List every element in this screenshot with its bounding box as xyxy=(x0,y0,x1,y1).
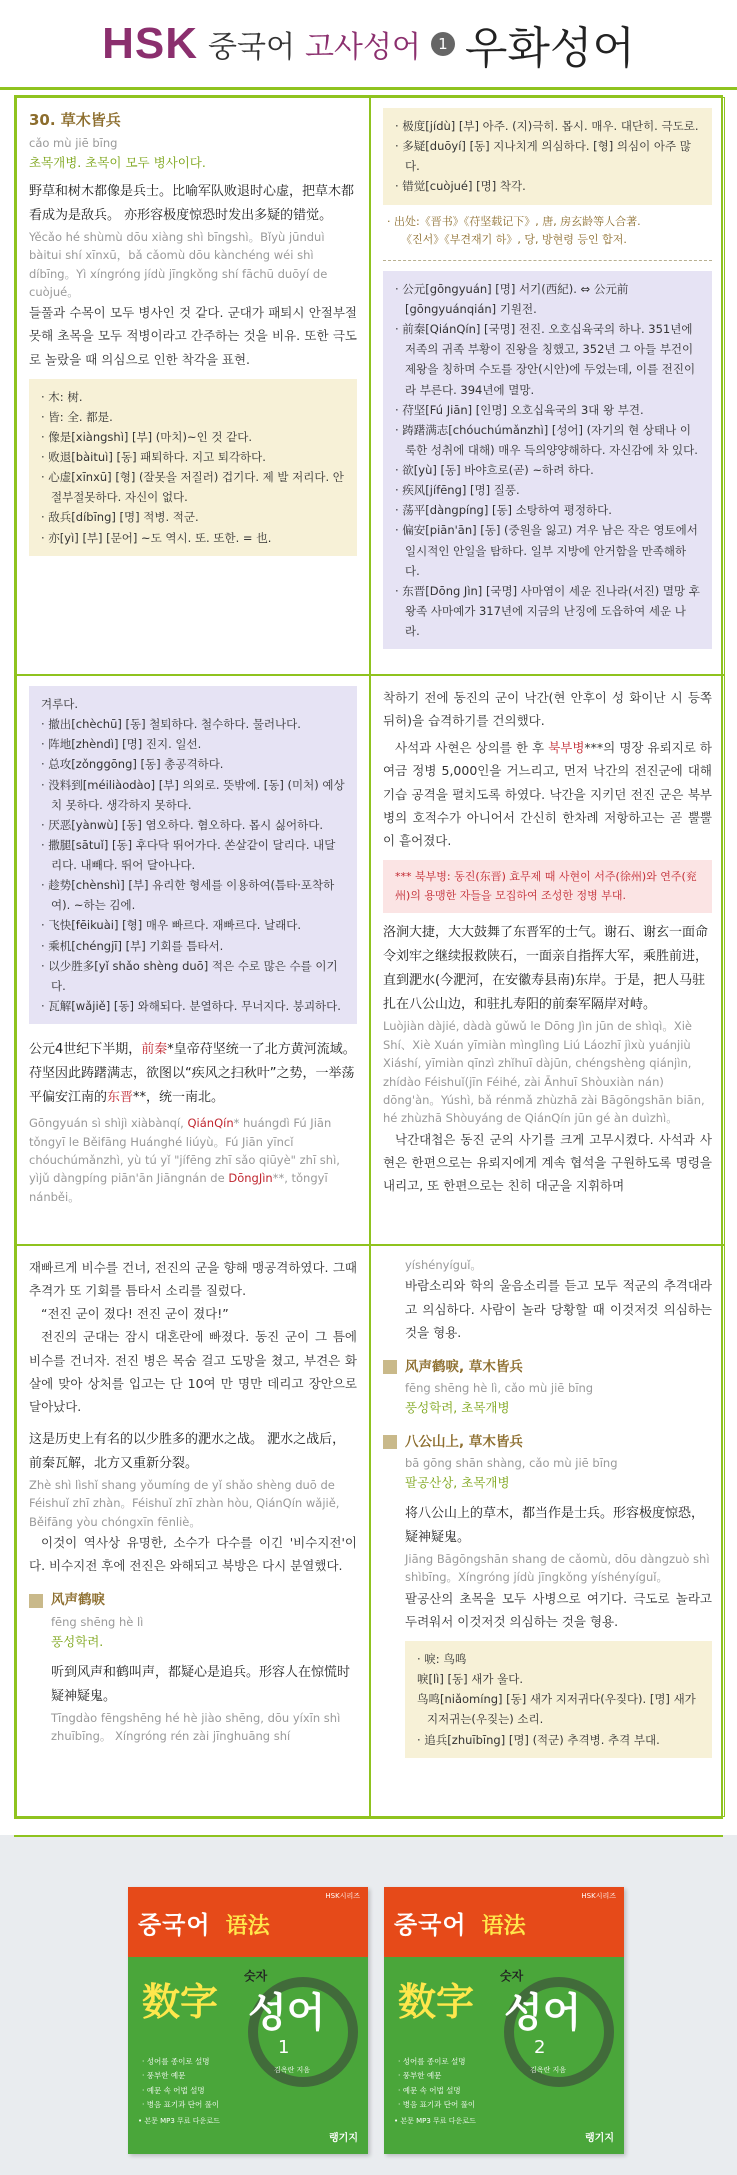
vocab-item: · 以少胜多[yǐ shǎo shèng duō] 적은 수로 많은 수를 이기다. xyxy=(41,958,338,993)
book-feature: · 풍부한 예문 xyxy=(398,2071,442,2081)
vocab-item: · 踌躇满志[chóuchúmǎnzhì] [성어] (자기의 현 상태나 이룩한 성취에 대해) 매우 득의양양해하다. 자신감에 차 있다. xyxy=(395,422,698,457)
vocab-item: · 没料到[méiliàodào] [부] 의외로. 뜻밖에. [동] (미처) 예상치 못하다. 생각하지 못하다. xyxy=(41,777,345,812)
vocab-item: · 追兵[zhuībīng] [명] (적군) 추격병. 추격 부대. xyxy=(417,1732,660,1747)
book-cover-top xyxy=(128,1887,368,1957)
cell-vocab-source xyxy=(370,97,725,675)
header-subtitle: 고사성어 xyxy=(304,29,421,65)
book-publisher-logo: 랭기지 xyxy=(585,2133,614,2144)
cell-vocab-story xyxy=(16,675,370,1245)
related-idiom-pinyin: bā gōng shān shàng, cǎo mù jiē bīng xyxy=(405,1456,618,1471)
related-idiom-title: 风声鹤唳 xyxy=(51,1592,105,1609)
heading-bar-icon xyxy=(383,1360,397,1374)
related-idiom-meaning: 풍성학려, 초목개병 xyxy=(405,1400,510,1416)
related-idiom-chinese: 听到风声和鹤叫声，都疑心是追兵。形容人在惊慌时疑神疑鬼。 xyxy=(51,1664,351,1704)
header-hsk: HSK xyxy=(102,18,198,68)
book-feature: · 성어를 종이로 설명 xyxy=(142,2057,210,2066)
book-series-chinese: 语法 xyxy=(225,1914,270,1939)
vocab-item: · 极度[jídù] [부] 아주. (지)극히. 몹시. 매우. 대단히. 극도로. xyxy=(395,119,699,133)
idiom-korean-text: 들풀과 수목이 모두 병사인 것 같다. 군대가 패퇴시 안절부절못해 초목을 모두 적병이라고 간주하는 것을 비유. 또한 극도로 놀랐을 때 의심으로 인한 착각을 표현. xyxy=(29,305,357,367)
story-pinyin-text: Zhè shì lìshǐ shang yǒumíng de yǐ shǎo shèng duō de Féishuǐ zhī zhàn。Féishuǐ zhī zhàn hòu, QiánQín wǎjiě, Běifāng yòu chóngxīn fēnliè。 xyxy=(29,1477,340,1529)
related-idiom-chinese: 将八公山上的草木，都当作是士兵。形容极度惊恐，疑神疑鬼。 xyxy=(405,1505,705,1546)
heading-bar-icon xyxy=(383,1435,397,1449)
related-idiom-pinyin-text: Tīngdào fēngshēng hé hè jiào shēng, dōu yíxīn shì zhuībīng。 Xíngróng rén zài jīnghuāng shí xyxy=(51,1710,341,1743)
related-idiom-title: 风声鹤唳, 草木皆兵 xyxy=(405,1358,523,1375)
book-volume: 1 xyxy=(278,2037,290,2058)
related-idiom-pinyin-text: yíshényíguǐ。 xyxy=(405,1258,482,1272)
vocab-item: · 皆: 全. 都是. xyxy=(41,409,113,424)
related-idiom-korean: 팔공산의 초목을 모두 사병으로 여기다. 극도로 놀라고 두려워서 이것저것 의심하는 것을 형용. xyxy=(405,1590,712,1629)
idiom-title: 30. 草木皆兵 xyxy=(29,111,121,129)
vocab-item: · 阵地[zhèndì] [명] 진지. 일선. xyxy=(41,737,202,752)
cell-story-continued xyxy=(370,675,725,1245)
book-feature: · 풍부한 예문 xyxy=(142,2071,186,2081)
vocab-item: 唳[lì] [동] 새가 울다. xyxy=(417,1672,524,1687)
vocab-item: · 心虚[xīnxū] [형] (잘못을 저질러) 겁기다. 제 발 저리다. 안절부절못하다. 자신이 없다. xyxy=(41,470,344,505)
book-publisher-series: HSK시리즈 xyxy=(581,1892,616,1900)
story-korean-text xyxy=(383,736,712,852)
vocab-item: · 飞快[fēikuài] [형] 매우 빠르다. 재빠르다. 날래다. xyxy=(41,918,302,933)
story-korean-text: 재빠르게 비수를 건너, 전진의 군을 향해 맹공격하였다. 그때 추격가 또 기회를 틈타서 소리를 질렀다. xyxy=(29,1260,357,1299)
page-header xyxy=(0,0,737,90)
header-number-badge: 1 xyxy=(431,32,455,56)
vocab-item: · 撤出[chèchū] [동] 철퇴하다. 철수하다. 물러나다. xyxy=(41,717,301,732)
text-segment: 公元4世纪下半期， xyxy=(29,1042,142,1057)
cell-story-end xyxy=(16,1245,370,1817)
vocab-item: · 木: 树. xyxy=(41,389,83,404)
book-feature: · 성어를 종이로 설명 xyxy=(398,2057,466,2066)
related-idiom-meaning: 풍성학려. xyxy=(51,1634,104,1649)
heading-bar-icon xyxy=(29,1594,43,1608)
book-cover-1[interactable] xyxy=(128,1887,368,2154)
vocab-item: · 败退[bàituì] [동] 패퇴하다. 지고 퇴각하다. xyxy=(41,450,266,465)
vocab-item: · 疾风[jífēng] [명] 질풍. xyxy=(395,483,520,498)
vocab-item: · 苻坚[Fú Jiān] [인명] 오호십육국의 3대 왕 부견. xyxy=(395,402,644,417)
vocab-item: · 厌恶[yànwù] [동] 염오하다. 혐오하다. 몹시 싫어하다. xyxy=(41,817,323,832)
related-idiom-korean: 바람소리와 학의 울음소리를 듣고 모두 적군의 추격대라고 의심하다. 사람이 놀라 당황할 때 이것저것 의심하는 것을 형용. xyxy=(405,1278,712,1340)
vocab-item: 鸟鸣[niǎomíng] [동] 새가 지저귀다(우짖다). [명] 새가 지저귀는(우짖는) 소리. xyxy=(417,1692,696,1727)
story-pinyin-text: Luòjiàn dàjié, dàdà gǔwǔ le Dōng Jìn jūn de shìqì。Xiè Shí、Xiè Xuán yīmiàn mìnglìng Liú Láozhī jìxù yuánjiù Xiáshí, yīmiàn qīnzì zhǐhuī dàjūn, chéngshèng qiánjìn, zhídào Féishuǐ(jīn Féihé, zài Ānhuī Shòuxiàn nán) dōng'àn。Yúshì, bǎ rénmǎ zhùzhā zài Bāgōngshān biān, hé zhùzhā Shòuyáng de QiánQín jūn gé àn duìzhì。 xyxy=(383,1019,705,1126)
vocab-item: · 前秦[QiánQín] [국명] 전진. 오호십육국의 하나. 351년에 저족의 귀족 부황이 진왕을 칭했고, 352년 그 아들 부건이 제왕을 칭하며 수도를 장안(시안)에 두었는데, 이를 전진이라 부른다. 394년에 멸망. xyxy=(395,322,696,397)
term-bukbubyeong: 북부병 xyxy=(548,740,585,756)
vocab-box xyxy=(383,108,712,205)
related-idiom-heading xyxy=(383,1356,712,1379)
divider xyxy=(14,1835,723,1837)
book-feature: · 예문 속 어법 설명 xyxy=(398,2085,461,2095)
related-idiom-title: 八公山上, 草木皆兵 xyxy=(405,1433,523,1450)
vocab-item: · 趁势[chènshì] [부] 유리한 형세를 이용하여(틈타·포착하여). ~하는 김에. xyxy=(41,878,335,913)
book-title-korean: 성어 xyxy=(248,1990,326,2036)
vocab-box xyxy=(405,1641,712,1758)
text-segment: **，统一南北。 xyxy=(133,1090,225,1106)
vocab-item: · 像是[xiàngshì] [부] (마치)~인 것 같다. xyxy=(41,429,253,444)
related-idiom-heading xyxy=(383,1431,712,1454)
related-idiom-pinyin: fēng shēng hè lì, cǎo mù jiē bīng xyxy=(405,1380,594,1395)
book-series-chinese: 语法 xyxy=(481,1914,526,1939)
vocab-item: · 撒腿[sātuǐ] [동] 후다닥 뛰어가다. 쏜살같이 달리다. 내달리다. 내빼다. 뛰어 달아나다. xyxy=(41,837,336,872)
idiom-pinyin: cǎo mù jiē bīng xyxy=(29,135,118,150)
book-feature: · 병음 표기과 단어 풀이 xyxy=(142,2099,220,2109)
content-grid xyxy=(14,95,723,1819)
book-series-korean: 중국어 xyxy=(138,1911,211,1939)
vocab-item: · 敌兵[díbīng] [명] 적병. 적군. xyxy=(41,510,199,525)
vocab-item: · 亦[yì] [부] [문어] ~도 역시. 또. 또한. = 也. xyxy=(41,530,272,545)
term-qianqin: 前秦 xyxy=(141,1042,168,1057)
text-segment: *皇帝苻坚统一了北方黄河流域。苻坚因此踌躇满志，欲图以“疾风之扫秋叶”之势，一举荡平偏安江南的 xyxy=(29,1042,356,1106)
book-series-korean: 중국어 xyxy=(394,1911,467,1939)
idiom-meaning: 초목개병. 초목이 모두 병사이다. xyxy=(29,155,206,171)
vocab-item: · 荡平[dàngpíng] [동] 소탕하여 평정하다. xyxy=(395,503,612,518)
book-title-hanzi: 数字 xyxy=(142,1980,219,2024)
vocab-item: · 唳: 鸟鸣 xyxy=(417,1652,467,1667)
term-dongjin: 东晋 xyxy=(107,1090,134,1106)
header-korean: 중국어 xyxy=(208,29,295,65)
vocab-item: · 公元[gōngyuán] [명] 서기(西紀). ⇔ 公元前[gōngyuánqián] 기원전. xyxy=(395,281,629,316)
book-publisher-logo: 랭기지 xyxy=(329,2133,358,2144)
book-title-small: 숫자 xyxy=(244,1969,268,1983)
text-segment: **, tǒngyī nánběi。 xyxy=(29,1171,328,1204)
story-korean-text: 낙간대첩은 동진 군의 사기를 크게 고무시켰다. 사석과 사현은 한편으로는 유뢰지에게 계속 협석을 구원하도록 명령을 내리고, 또 한편으로는 친히 대군을 지휘하며 xyxy=(383,1131,712,1194)
related-idiom-meaning: 팔공산상, 초목개병 xyxy=(405,1475,510,1491)
story-korean-text: 이것이 역사상 유명한, 소수가 다수를 이긴 '비수지전'이다. 비수지전 후에 전진은 와해되고 북방은 다시 분열했다. xyxy=(29,1535,357,1574)
related-idiom-heading xyxy=(29,1589,357,1612)
source-line: · 出处:《晋书》《苻坚载记下》, 唐, 房玄龄等人合著. xyxy=(387,214,641,228)
source-line-korean: 《진서》《부견재기 하》, 당, 방현령 등인 합저. xyxy=(401,233,627,247)
text-segment: ***의 명장 유뢰지로 하여금 정병 5,000인을 거느리고, 먼저 낙간의 전진군에 대해 기습 공격을 펼치도록 하였다. 낙간을 지키던 전진 군은 북부병의 호적수가 아니어서 간신히 한차례 저항하고는 곧 뿔뿔이 흩어졌다. xyxy=(383,740,712,848)
term-dongjin-pinyin: DōngJìn xyxy=(228,1171,273,1186)
related-idiom-pinyin: fēng shēng hè lì xyxy=(51,1614,144,1629)
book-title-hanzi: 数字 xyxy=(398,1980,475,2024)
vocab-item: · 偏安[piān'ān] [동] (중원을 잃고) 겨우 남은 작은 영토에서 일시적인 안일을 탐하다. 일부 지방에 안거함을 만족해하다. xyxy=(395,523,698,578)
story-korean-text: 전진의 군대는 잠시 대혼란에 빠졌다. 동진 군이 그 틈에 비수를 건너자. 전진 병은 목숨 걸고 도망을 쳤고, 부견은 화살에 맞아 상처를 입고는 단 10여 만 명만 데리고 장안으로 달아났다. xyxy=(29,1329,357,1414)
book-feature: · 예문 속 어법 설명 xyxy=(142,2085,205,2095)
story-chinese-text: 这是历史上有名的以少胜多的淝水之战。 淝水之战后，前秦瓦解，北方又重新分裂。 xyxy=(29,1431,346,1471)
vocab-item: · 错觉[cuòjué] [명] 착각. xyxy=(395,179,526,194)
vocab-item: · 多疑[duōyí] [동] 지나치게 의심하다. [형] 의심이 아주 많다. xyxy=(395,139,691,174)
story-korean-text: 착하기 전에 동진의 군이 낙간(현 안후이 성 화이난 시 등쪽 뒤허)을 습격하기를 건의했다. xyxy=(383,690,712,729)
idiom-pinyin-text: Yěcǎo hé shùmù dōu xiàng shì bīngshì。Bǐyù jūnduì bàitui shí xīnxū，bǎ cǎomù dōu kànchéng wéi shì díbīng。Yì xíngróng jídù jīngkǒng shí fāchū duōyí de cuòjué。 xyxy=(29,229,328,299)
story-pinyin-text xyxy=(29,1114,357,1206)
related-idiom-pinyin-text: Jiāng Bāgōngshān shang de cǎomù, dōu dàngzuò shì shìbīng。Xíngróng jídù jīngkǒng yíshényíguǐ。 xyxy=(405,1552,710,1585)
vocab-box-lavender xyxy=(383,271,712,649)
vocab-item: · 瓦解[wǎjiě] [동] 와해되다. 분열하다. 무너지다. 붕괴하다. xyxy=(41,998,341,1013)
vocab-box-lavender xyxy=(29,686,357,1024)
book-promo-section xyxy=(0,1835,737,2175)
book-publisher-series: HSK시리즈 xyxy=(325,1892,360,1900)
vocab-item: · 乘机[chéngjī] [부] 기회를 틈타서. xyxy=(41,938,224,953)
text-segment: Gōngyuán sì shìjì xiàbànqí, xyxy=(29,1116,188,1131)
cell-idiom-main xyxy=(16,97,370,675)
footnote-box: *** 북부병: 동진(东晋) 효무제 때 사현이 서주(徐州)와 연주(兖州)의 용맹한 자들을 모집하여 조성한 정병 부대. xyxy=(383,860,712,913)
book-title-korean: 성어 xyxy=(504,1990,582,2036)
vocab-item: · 欲[yù] [동] 바야흐로(곧) ~하려 하다. xyxy=(395,463,594,477)
book-title-small: 숫자 xyxy=(500,1969,524,1983)
story-quote: “전진 군이 졌다! 전진 군이 졌다!” xyxy=(41,1306,229,1322)
book-author: 김옥란 지음 xyxy=(530,2066,567,2074)
story-chinese-text xyxy=(29,1038,357,1110)
vocab-item: 겨루다. xyxy=(41,697,78,711)
term-qianqin-pinyin: QiánQín xyxy=(187,1116,234,1131)
book-mp3-note: • 본문 MP3 무료 다운로드 xyxy=(394,2117,476,2125)
text-segment: * huángdì Fú Jiān tǒngyī le Běifāng Huánghé liúyù。Fú Jiān yīncǐ chóuchúmǎnzhì, yù tú yǐ "jífēng zhī sǎo qiūyè" zhī shì, yìjǔ dàngpíng piān'ān Jiāngnán de xyxy=(29,1116,340,1186)
cell-related-idioms xyxy=(370,1245,725,1817)
vocab-item: · 总攻[zǒnggōng] [동] 총공격하다. xyxy=(41,757,224,772)
book-author: 김옥란 지음 xyxy=(274,2066,311,2074)
story-chinese-text: 洛涧大捷，大大鼓舞了东晋军的士气。谢石、谢玄一面命令刘牢之继续报救陕石，一面亲自指挥大军，乘胜前进，直到淝水(今淝河，在安徽寿县南)东岸。于是，把人马驻扎在八公山边，和驻扎寿阳的前秦军隔岸对峙。 xyxy=(383,925,709,1013)
header-title: 우화성어 xyxy=(464,22,635,74)
book-features xyxy=(398,2055,475,2112)
book-features xyxy=(142,2055,219,2112)
divider xyxy=(383,260,712,261)
idiom-chinese-text: 野草和树木都像是兵士。比喻军队败退时心虚，把草木都看成为是敌兵。 亦形容极度惊恐时发出多疑的错觉。 xyxy=(29,183,355,223)
book-cover-top xyxy=(384,1887,624,1957)
text-segment: 사석과 사현은 상의를 한 후 xyxy=(395,740,549,756)
vocab-box xyxy=(29,379,357,556)
book-cover-2[interactable] xyxy=(384,1887,624,2154)
vocab-item: · 东晋[Dōng Jìn] [국명] 사마염이 세운 진나라(서진) 멸망 후 왕족 사마예가 317년에 지금의 난징에 도읍하여 세운 나라. xyxy=(395,583,700,638)
book-mp3-note: • 본문 MP3 무료 다운로드 xyxy=(138,2117,220,2125)
book-volume: 2 xyxy=(534,2037,546,2058)
book-feature: · 병음 표기과 단어 풀이 xyxy=(398,2099,476,2109)
